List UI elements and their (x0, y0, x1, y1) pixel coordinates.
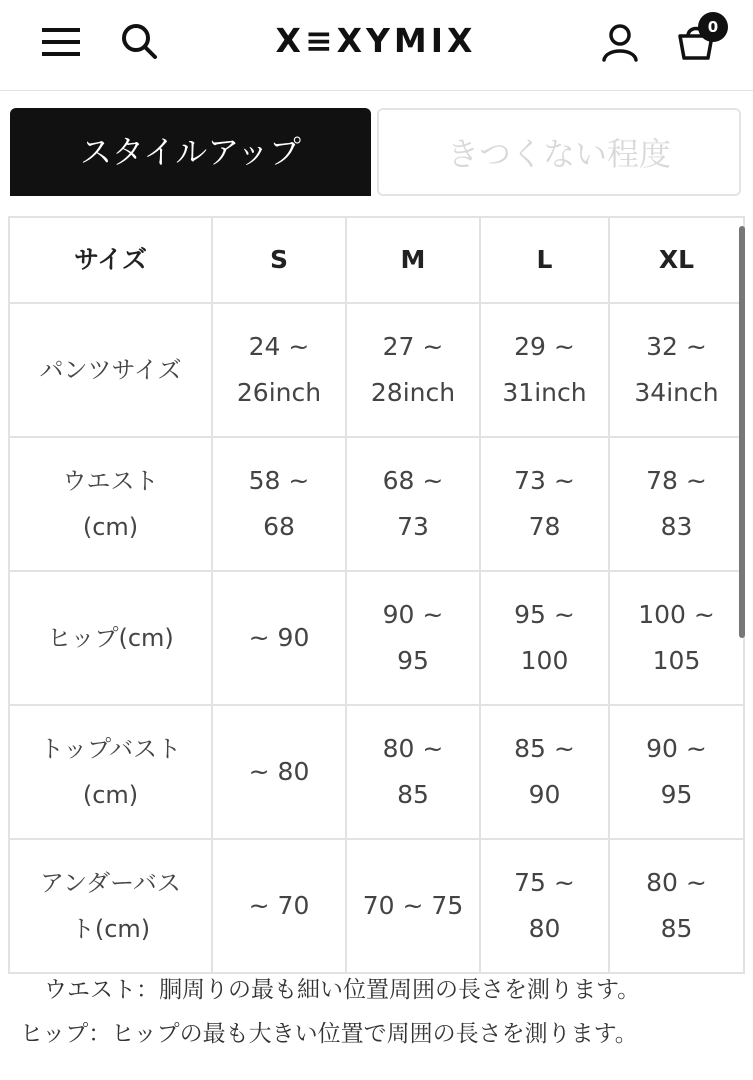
table-header-row (9, 217, 744, 303)
table-cell: 24 ~ 26inch (212, 303, 346, 437)
table-cell: 32 ~ 34inch (609, 303, 744, 437)
size-chart-table (8, 216, 745, 974)
note-hip: ヒップ：ヒップの最も大きい位置で周囲の長さを測ります。 (20, 1021, 638, 1047)
table-cell: 73 ~ 78 (480, 437, 609, 571)
table-cell: 80 ~ 85 (346, 705, 480, 839)
table-cell: 58 ~ 68 (212, 437, 346, 571)
cart-count-badge: 0 (698, 12, 728, 42)
table-cell: 85 ~ 90 (480, 705, 609, 839)
tab-not-tight[interactable]: きつくない程度 (377, 108, 741, 196)
row-label: ウエスト (cm) (9, 437, 212, 571)
search-icon[interactable] (120, 22, 158, 60)
table-row (9, 303, 744, 437)
table-row (9, 839, 744, 973)
table-cell: 95 ~ 100 (480, 571, 609, 705)
row-label: パンツサイズ (9, 303, 212, 437)
table-row (9, 571, 744, 705)
measurement-notes (0, 968, 753, 1056)
table-scrollbar[interactable] (739, 226, 745, 638)
header-s: S (212, 217, 346, 303)
note-waist: ウエスト：胴周りの最も細い位置周囲の長さを測ります。 (44, 977, 641, 1003)
user-icon[interactable] (600, 22, 640, 62)
row-label: ヒップ(cm) (9, 571, 212, 705)
header-xl: XL (609, 217, 744, 303)
row-label: アンダーバス ト(cm) (9, 839, 212, 973)
table-cell: 100 ~ 105 (609, 571, 744, 705)
menu-icon[interactable] (42, 28, 80, 56)
table-row (9, 705, 744, 839)
header-m: M (346, 217, 480, 303)
table-cell: 90 ~ 95 (346, 571, 480, 705)
table-cell: 27 ~ 28inch (346, 303, 480, 437)
tab-style-up[interactable]: スタイルアップ (10, 108, 371, 196)
table-cell: 70 ~ 75 (346, 839, 480, 973)
table-cell: 78 ~ 83 (609, 437, 744, 571)
table-cell: 75 ~ 80 (480, 839, 609, 973)
table-cell: 90 ~ 95 (609, 705, 744, 839)
row-label: トップバスト (cm) (9, 705, 212, 839)
table-cell: ~ 80 (212, 705, 346, 839)
table-cell: ~ 70 (212, 839, 346, 973)
table-cell: 29 ~ 31inch (480, 303, 609, 437)
header-l: L (480, 217, 609, 303)
brand-logo[interactable]: X≡XYMIX (275, 21, 477, 60)
header-size: サイズ (9, 217, 212, 303)
table-row (9, 437, 744, 571)
table-cell: 80 ~ 85 (609, 839, 744, 973)
table-cell: 68 ~ 73 (346, 437, 480, 571)
site-header (0, 0, 753, 91)
table-cell: ~ 90 (212, 571, 346, 705)
